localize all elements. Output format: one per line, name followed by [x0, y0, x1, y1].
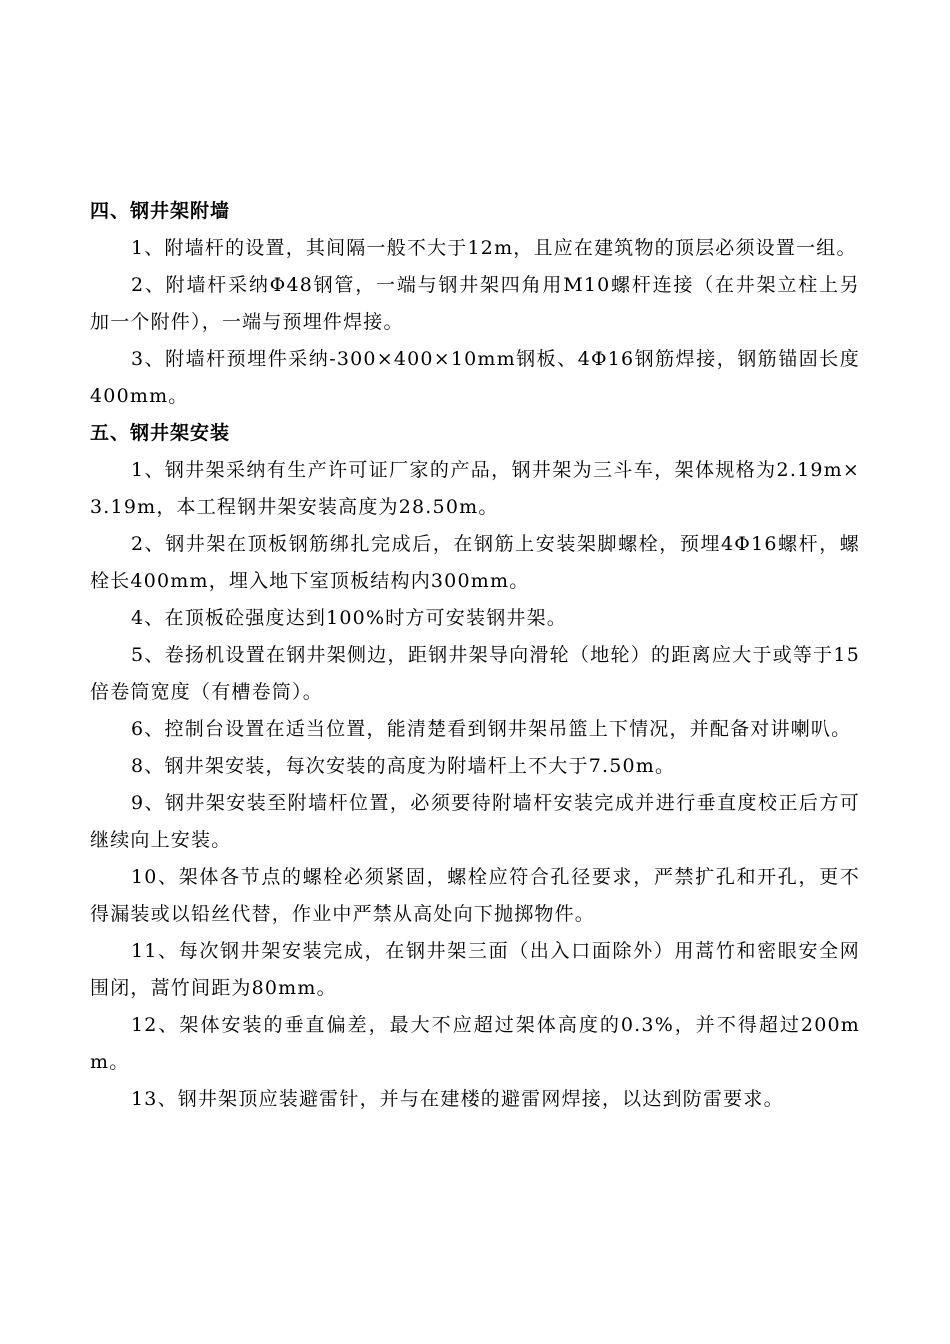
section-heading-wall-attachment: 四、钢井架附墙 [90, 200, 231, 222]
paragraph: 1、附墙杆的设置，其间隔一般不大于12m，且应在建筑物的顶层必须设置一组。 [131, 237, 857, 259]
paragraph: 8、钢井架安装，每次安装的高度为附墙杆上不大于7.50m。 [131, 755, 676, 777]
paragraph: 10、架体各节点的螺栓必须紧固，螺栓应符合孔径要求，严禁扩孔和开孔，更不得漏装或以铅丝代替，作业中严禁从高处向下抛掷物件。 [90, 866, 860, 925]
section-heading-installation: 五、钢井架安装 [90, 422, 231, 444]
paragraph: 5、卷扬机设置在钢井架侧边，距钢井架导向滑轮（地轮）的距离应大于或等于15倍卷筒宽度（有槽卷筒）。 [90, 644, 860, 703]
document-page [90, 193, 860, 1118]
paragraph: 2、钢井架在顶板钢筋绑扎完成后，在钢筋上安装架脚螺栓，预埋4Φ16螺杆，螺栓长400mm，埋入地下室顶板结构内300mm。 [90, 533, 860, 592]
paragraph: 12、架体安装的垂直偏差，最大不应超过架体高度的0.3%，并不得超过200mm。 [90, 1014, 860, 1073]
paragraph: 13、钢井架顶应装避雷针，并与在建楼的避雷网焊接，以达到防雷要求。 [131, 1088, 784, 1110]
paragraph: 3、附墙杆预埋件采纳-300×400×10mm钢板、4Φ16钢筋焊接，钢筋锚固长度400mm。 [90, 348, 860, 407]
paragraph: 9、钢井架安装至附墙杆位置，必须要待附墙杆安装完成并进行垂直度校正后方可继续向上安装。 [90, 792, 860, 851]
paragraph: 4、在顶板砼强度达到100%时方可安装钢井架。 [131, 607, 568, 629]
paragraph: 2、附墙杆采纳Φ48钢管，一端与钢井架四角用M10螺杆连接（在井架立柱上另加一个附件），一端与预埋件焊接。 [90, 274, 860, 333]
paragraph: 11、每次钢井架安装完成，在钢井架三面（出入口面除外）用蒿竹和密眼安全网围闭，蒿竹间距为80mm。 [90, 940, 860, 999]
paragraph: 1、钢井架采纳有生产许可证厂家的产品，钢井架为三斗车，架体规格为2.19m×3.19m，本工程钢井架安装高度为28.50m。 [90, 459, 860, 518]
paragraph: 6、控制台设置在适当位置，能清楚看到钢井架吊篮上下情况，并配备对讲喇叭。 [131, 718, 852, 740]
